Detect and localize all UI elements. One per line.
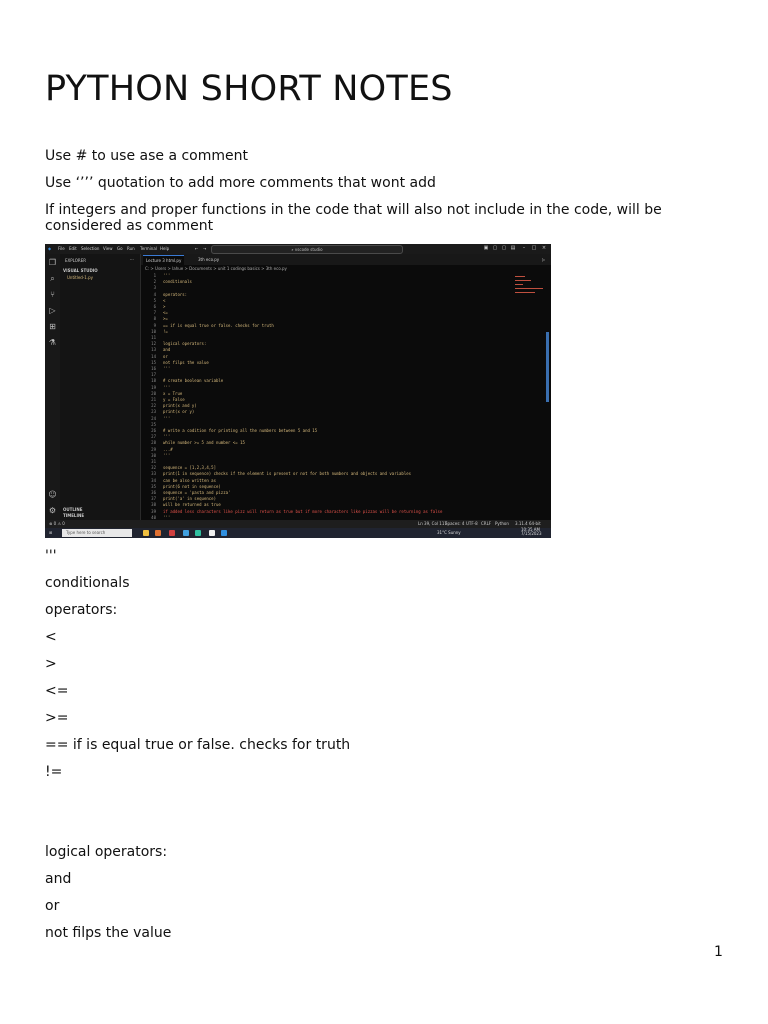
menu-view[interactable]: View — [103, 246, 113, 251]
clock-time: 10:35 AM — [521, 527, 540, 532]
menu-selection[interactable]: Selection — [81, 246, 100, 251]
line-number: 18 — [151, 378, 156, 384]
line-number: 19 — [151, 384, 156, 390]
code-line[interactable]: logical operators: — [163, 341, 207, 347]
code-line[interactable]: or — [163, 353, 168, 359]
line-number: 16 — [151, 366, 156, 371]
paragraph-comment-quotes: Use ‘’’’ quotation to add more comments that wont add — [45, 175, 436, 191]
account-icon[interactable]: ☺ — [48, 490, 57, 499]
search-icon[interactable]: ⌕ — [50, 274, 55, 283]
code-line[interactable]: <= — [163, 310, 168, 316]
line-number: 30 — [151, 452, 156, 458]
settings-gear-icon[interactable]: ⚙ — [48, 506, 57, 515]
code-line[interactable]: x = True — [163, 390, 183, 396]
code-line[interactable]: conditionals — [163, 279, 192, 285]
line-number: 1 — [153, 273, 156, 278]
code-editor[interactable] — [141, 272, 547, 518]
chrome-icon[interactable] — [209, 530, 215, 536]
tab-3th-eco[interactable]: 3th eco.py — [198, 257, 220, 262]
code-line[interactable]: print('a' in sequence) — [163, 496, 216, 502]
code-line[interactable]: > — [163, 304, 166, 309]
tab-lecture-3[interactable]: Lecture 3 html.py — [143, 255, 184, 265]
code-line[interactable]: print(x or y) — [163, 409, 195, 415]
status-encoding[interactable]: UTF-8 — [466, 521, 478, 526]
app-icon[interactable] — [155, 530, 161, 536]
operator-not-equal: != — [45, 764, 63, 780]
line-number: 24 — [151, 415, 156, 421]
operator-greater-equal: >= — [45, 710, 69, 726]
code-line[interactable]: ''' — [163, 514, 171, 520]
line-number: 12 — [151, 341, 156, 347]
run-debug-icon[interactable]: ▷ — [49, 306, 56, 315]
operators-heading: operators: — [45, 602, 118, 618]
code-line[interactable]: ''' — [163, 384, 171, 390]
line-number: 22 — [151, 403, 156, 409]
code-line[interactable]: >= — [163, 316, 168, 322]
testing-icon[interactable]: ⚗ — [48, 338, 57, 347]
operator-less-equal: <= — [45, 683, 69, 699]
line-number: 38 — [151, 502, 156, 508]
extensions-icon[interactable]: ⊞ — [49, 322, 56, 331]
nav-back-icon[interactable]: ← — [195, 246, 199, 251]
line-number: 3 — [153, 285, 156, 291]
command-center-label: vscode studio — [294, 247, 323, 252]
app-icon[interactable] — [195, 530, 201, 536]
minimap[interactable] — [515, 274, 549, 304]
layout-toggle-icon[interactable]: ▣ — [483, 245, 489, 251]
explorer-more-icon[interactable]: ··· — [130, 257, 134, 262]
sidebar-toggle-icon[interactable]: ▢ — [501, 245, 507, 251]
operator-equal: == if is equal true or false. checks for truth — [45, 737, 351, 753]
embedded-vscode-screenshot — [45, 244, 551, 538]
search-icon: ⌕ — [291, 247, 295, 252]
line-number: 29 — [151, 446, 156, 452]
line-number: 27 — [151, 434, 156, 440]
close-icon[interactable]: × — [541, 245, 547, 251]
line-number: 8 — [153, 316, 156, 322]
status-position[interactable]: Ln 39, Col 117 — [418, 521, 447, 526]
explorer-file-untitled[interactable]: Untitled-1.py — [67, 275, 93, 280]
minimize-icon[interactable]: – — [522, 245, 526, 251]
menu-file[interactable]: File — [58, 246, 65, 251]
page-title: PYTHON SHORT NOTES — [45, 69, 453, 110]
vscode-taskbar-icon[interactable] — [221, 530, 227, 536]
menu-edit[interactable]: Edit — [69, 246, 77, 251]
status-problems[interactable]: ⊗ 0 ⚠ 0 — [49, 521, 65, 526]
code-line[interactable]: print(6 not in sequence) — [163, 483, 221, 489]
code-line[interactable]: and — [163, 347, 171, 353]
menu-go[interactable]: Go — [117, 246, 123, 251]
clock-date: 7/15/2023 — [521, 531, 542, 536]
activity-bar — [45, 254, 60, 520]
code-line[interactable]: ''' — [163, 415, 171, 421]
conditionals-heading: conditionals — [45, 575, 130, 591]
line-number: 4 — [153, 291, 156, 297]
source-control-icon[interactable]: ⑂ — [50, 290, 55, 299]
code-line[interactable]: != — [163, 328, 168, 334]
line-number: 37 — [151, 496, 156, 502]
explorer-header: EXPLORER — [65, 258, 86, 263]
explorer-section-visual-studio[interactable]: VISUAL STUDIO — [63, 268, 98, 273]
logical-operators-heading: logical operators: — [45, 844, 168, 860]
line-number: 2 — [153, 279, 156, 285]
code-line[interactable]: == if is equal true or false. checks for truth — [163, 322, 274, 328]
code-line[interactable]: # write a codition for printing all the numbers between 5 and 15 — [163, 428, 318, 433]
breadcrumb[interactable]: C: > Users > lahue > Documents > unit 1 codings basics > 3th eco.py — [145, 266, 287, 271]
editor-tab-bar — [141, 254, 551, 265]
code-line[interactable]: ''' — [163, 366, 171, 371]
line-number: 9 — [153, 322, 156, 328]
line-number: 14 — [151, 353, 156, 359]
line-number: 28 — [151, 440, 156, 446]
line-number: 17 — [151, 372, 156, 378]
menu-help[interactable]: Help — [160, 246, 170, 251]
line-number: 32 — [151, 465, 156, 471]
nav-forward-icon[interactable]: → — [203, 246, 207, 251]
code-line[interactable]: ''' — [163, 452, 171, 458]
customize-layout-icon[interactable]: ▤ — [510, 245, 516, 251]
code-line[interactable]: ''' — [163, 434, 171, 440]
split-editor-icon[interactable]: ▷ — [542, 257, 546, 262]
status-spaces[interactable]: Spaces: 4 — [445, 521, 465, 526]
line-number: 7 — [153, 310, 156, 316]
command-center-search[interactable] — [211, 245, 403, 254]
line-number: 6 — [153, 304, 156, 309]
clock[interactable] — [521, 528, 542, 536]
windows-taskbar — [45, 528, 551, 538]
line-number: 35 — [151, 483, 156, 489]
vscode-logo-icon: ◆ — [48, 246, 52, 251]
line-number: 25 — [151, 421, 156, 427]
code-line[interactable]: y = False — [163, 397, 185, 402]
operator-greater-than: > — [45, 656, 57, 672]
code-line[interactable]: # create boolean variable — [163, 378, 224, 384]
editor-scrollbar[interactable] — [546, 332, 549, 402]
paragraph-comment-explanation: If integers and proper functions in the code that will also not include in the code, will be considered as comment — [45, 202, 662, 234]
line-number: 36 — [151, 490, 156, 495]
status-bar — [45, 520, 551, 528]
triple-quote-line: ''' — [45, 548, 57, 564]
status-language[interactable]: Python — [495, 521, 509, 526]
line-number: 10 — [151, 328, 156, 334]
code-line[interactable]: while number >= 5 and number <= 15 — [163, 440, 245, 446]
explorer-sidebar — [60, 254, 141, 520]
menu-run[interactable]: Run — [127, 246, 135, 251]
line-number: 23 — [151, 409, 156, 415]
code-line[interactable]: operators: — [163, 291, 188, 297]
logical-and: and — [45, 871, 72, 887]
code-line[interactable]: ''' — [163, 273, 171, 278]
paragraph-comment-hash: Use # to use ase a comment — [45, 148, 248, 164]
line-number: 11 — [151, 335, 156, 340]
line-number: 34 — [151, 477, 156, 483]
timeline-section[interactable]: TIMELINE — [63, 513, 85, 518]
line-number: 33 — [151, 471, 156, 477]
taskbar-search-input[interactable]: Type here to search — [62, 529, 132, 537]
line-number: 20 — [151, 390, 156, 396]
line-number: 26 — [151, 428, 156, 433]
line-number: 39 — [151, 508, 156, 514]
edge-browser-icon[interactable] — [183, 530, 189, 536]
status-python-version[interactable]: 3.11.4 64-bit — [515, 521, 541, 526]
line-number: 31 — [151, 459, 156, 464]
code-line[interactable]: sequence = [1,2,3,4,5] — [163, 465, 216, 471]
code-line[interactable]: can be also written as — [163, 477, 216, 483]
line-number: 5 — [153, 297, 156, 303]
code-line[interactable]: if added less characters like pizz will return as true but if more characters like pizzas will be returning as false — [163, 508, 443, 514]
file-explorer-icon[interactable] — [143, 530, 149, 536]
panel-toggle-icon[interactable]: ▢ — [492, 245, 498, 251]
app-icon[interactable] — [169, 530, 175, 536]
weather-widget[interactable]: 31°C Sunny — [437, 530, 461, 535]
menu-terminal[interactable]: Terminal — [140, 246, 157, 251]
operator-less-than: < — [45, 629, 57, 645]
line-number: 40 — [151, 514, 156, 520]
maximize-icon[interactable]: □ — [531, 245, 537, 251]
code-line[interactable]: sequence = 'pasta and pizza' — [163, 490, 231, 495]
line-number: 15 — [151, 359, 156, 365]
line-number: 21 — [151, 397, 156, 402]
code-line[interactable]: print(x and y) — [163, 403, 197, 409]
menu-bar — [45, 244, 551, 254]
code-line[interactable]: < — [163, 297, 166, 303]
status-eol[interactable]: CRLF — [481, 521, 492, 526]
logical-not: not filps the value — [45, 925, 172, 941]
explorer-icon[interactable]: ❐ — [48, 258, 57, 267]
code-line[interactable]: will be returned as true — [163, 502, 221, 508]
page-number: 1 — [714, 944, 723, 960]
outline-section[interactable]: OUTLINE — [63, 507, 83, 512]
code-line[interactable]: print(1 in sequence) checks if the element is present or not for both numbers and objects and variables — [163, 471, 412, 477]
line-number: 13 — [151, 347, 156, 353]
logical-or: or — [45, 898, 60, 914]
windows-start-icon[interactable]: ⊞ — [49, 530, 53, 535]
code-line[interactable]: not filps the value — [163, 359, 209, 365]
code-line[interactable]: ...# — [163, 446, 173, 452]
